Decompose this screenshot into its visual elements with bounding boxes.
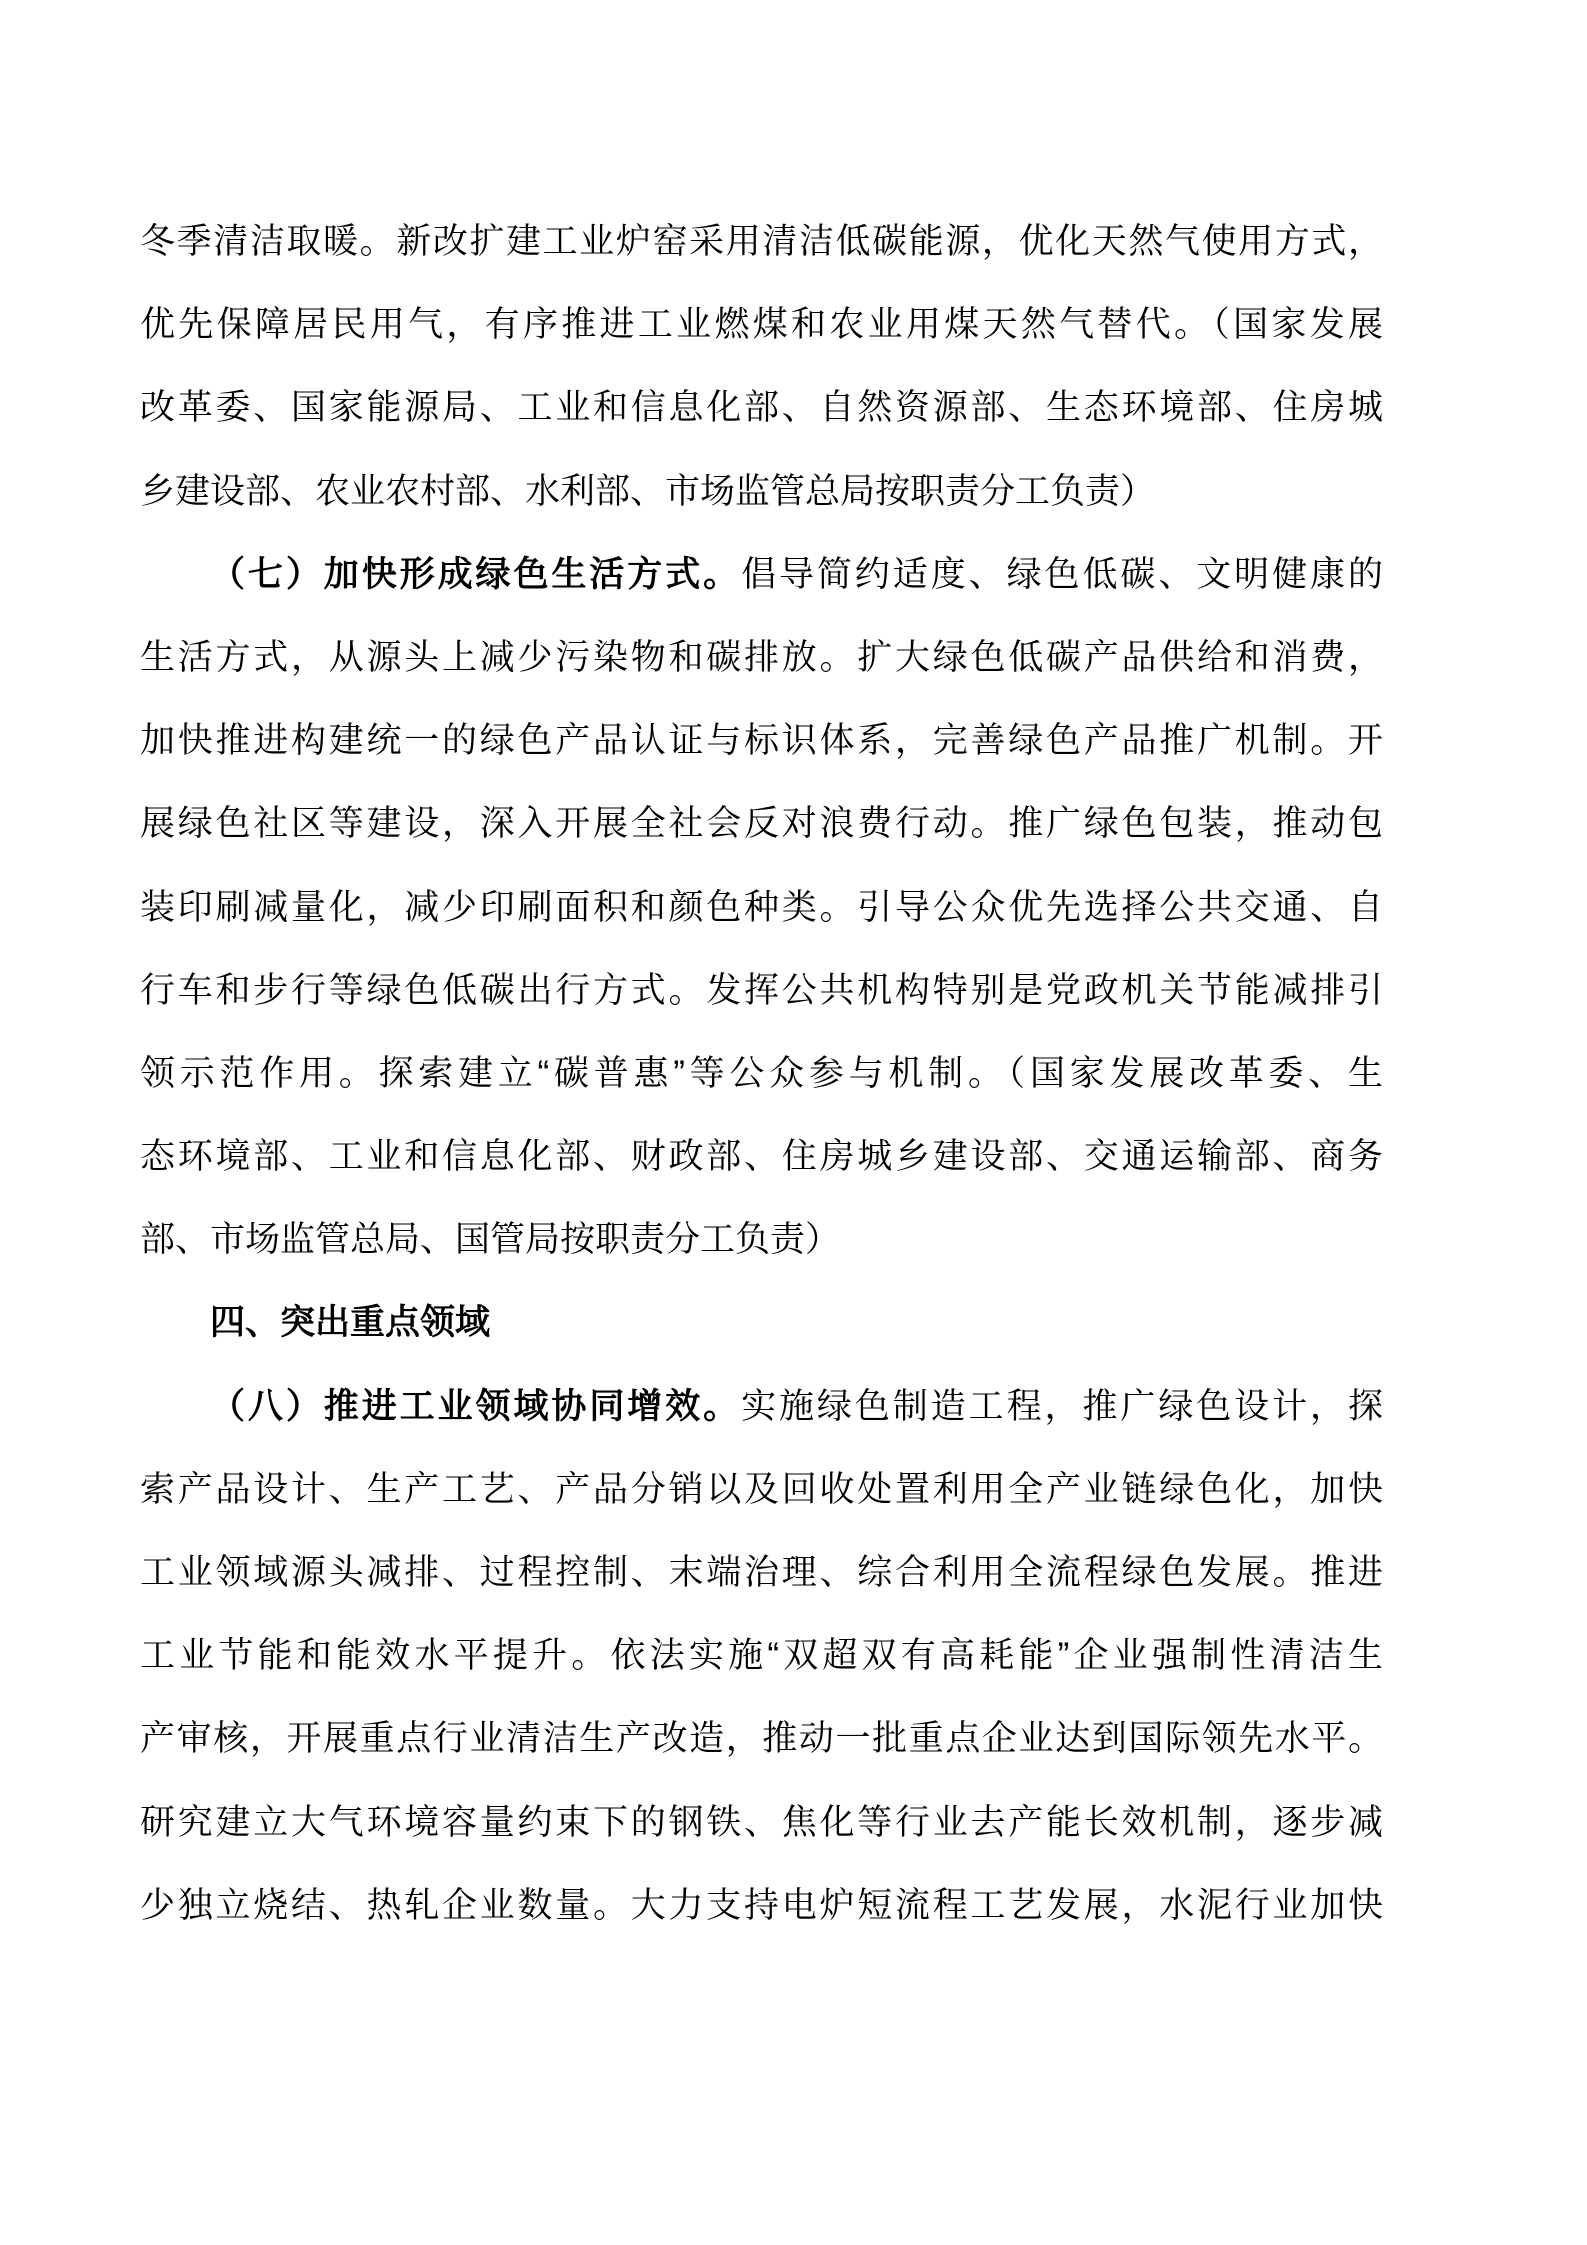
body-line: 展绿色社区等建设，深入开展全社会反对浪费行动。推广绿色包装，推动包 [140,804,1383,844]
body-line: 产审核，开展重点行业清洁生产改造，推动一批重点企业达到国际领先水平。 [140,1719,1383,1759]
paragraph-end-line: 部、市场监管总局、国管局按职责分工负责） [140,1220,841,1260]
clause-7-heading: （七）加快形成绿色生活方式。 [210,554,742,594]
paragraph-end-line: 乡建设部、农业农村部、水利部、市场监管总局按职责分工负责） [140,471,1156,511]
body-line: 工业领域源头减排、过程控制、末端治理、综合利用全流程绿色发展。推进 [140,1553,1383,1592]
body-line: 行车和步行等绿色低碳出行方式。发挥公共机构特别是党政机关节能减排引 [140,970,1383,1010]
body-line: 索产品设计、生产工艺、产品分销以及回收处置利用全产业链绿色化，加快 [140,1469,1383,1509]
body-line: 优先保障居民用气，有序推进工业燃煤和农业用煤天然气替代。（国家发展 [140,305,1383,345]
section-heading: 四、突出重点领域 [210,1303,491,1343]
body-line: 生活方式，从源头上减少污染物和碳排放。扩大绿色低碳产品供给和消费， [140,637,1383,677]
clause-7-text: 倡导简约适度、绿色低碳、文明健康的 [741,554,1383,594]
clause-8-first-line [140,1365,1383,1448]
clause-8-text: 实施绿色制造工程，推广绿色设计，探 [741,1386,1383,1426]
clause-7-first-line [140,533,1383,616]
body-line: 研究建立大气环境容量约束下的钢铁、焦化等行业去产能长效机制，逐步减 [140,1802,1383,1842]
body-line: 冬季清洁取暖。新改扩建工业炉窑采用清洁低碳能源，优化天然气使用方式， [140,222,1383,261]
body-line: 改革委、国家能源局、工业和信息化部、自然资源部、生态环境部、住房城 [140,388,1383,428]
clause-8-heading: （八）推进工业领域协同增效。 [210,1386,742,1426]
body-line: 领示范作用。探索建立“碳普惠”等公众参与机制。（国家发展改革委、生 [140,1053,1383,1093]
body-line: 装印刷减量化，减少印刷面积和颜色种类。引导公众优先选择公共交通、自 [140,887,1383,927]
document-body [140,200,1383,1947]
body-line: 工业节能和能效水平提升。依法实施“双超双有高耗能”企业强制性清洁生 [140,1636,1383,1676]
body-line: 少独立烧结、热轧企业数量。大力支持电炉短流程工艺发展，水泥行业加快 [140,1885,1383,1925]
body-line: 态环境部、工业和信息化部、财政部、住房城乡建设部、交通运输部、商务 [140,1137,1383,1177]
body-line: 加快推进构建统一的绿色产品认证与标识体系，完善绿色产品推广机制。开 [140,721,1383,761]
